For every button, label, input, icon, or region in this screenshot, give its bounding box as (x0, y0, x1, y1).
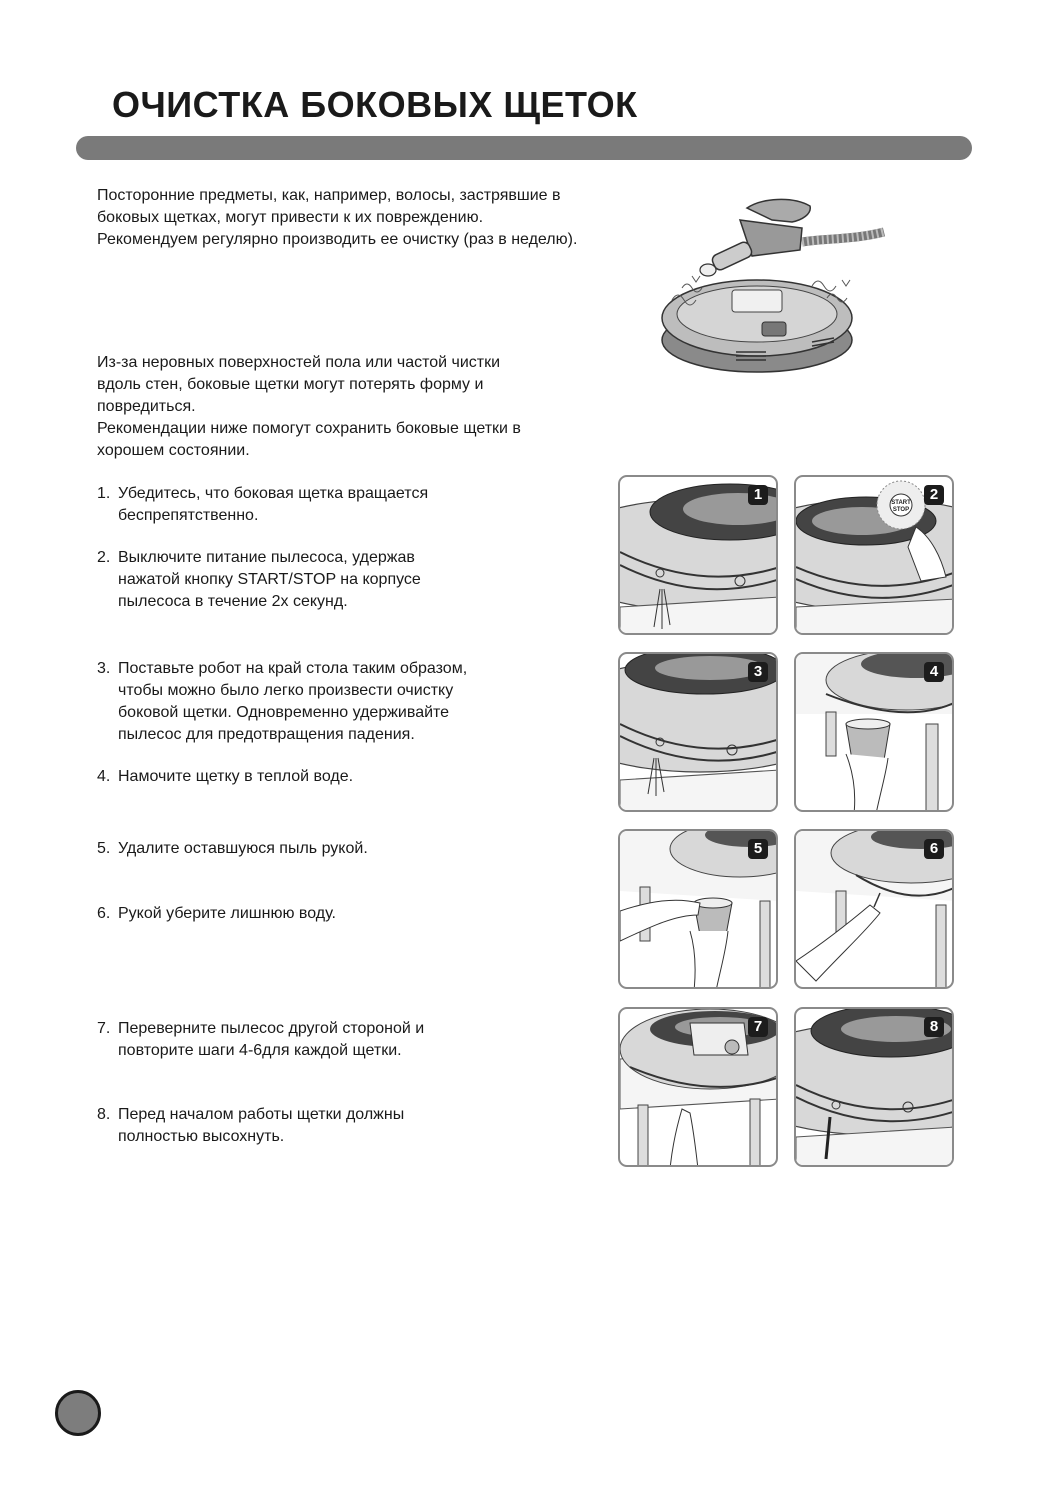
figure-badge: 7 (748, 1017, 768, 1037)
step-text: Рукой уберите лишнюю воду. (118, 905, 336, 922)
step-number: 3. (97, 660, 111, 677)
intro-line: боковых щетках, могут привести к их повреждению. (97, 209, 484, 226)
intro-paragraph (97, 185, 657, 251)
figure-badge: 3 (748, 662, 768, 682)
note-line: вдоль стен, боковые щетки могут потерять форму и (97, 376, 484, 393)
step-text: Намочите щетку в теплой воде. (118, 768, 354, 785)
figure-step-2 (794, 475, 954, 635)
figure-step-1 (618, 475, 778, 635)
page-title: ОЧИСТКА БОКОВЫХ ЩЕТОК (112, 84, 638, 125)
step-4 (97, 766, 597, 788)
step-7 (97, 1018, 597, 1062)
figure-badge: 1 (748, 485, 768, 505)
stop-label: STOP (892, 507, 910, 513)
step-text: пылесоса в течение 2х секунд. (118, 593, 348, 610)
figure-badge: 2 (924, 485, 944, 505)
step-text: Выключите питание пылесоса, удержав (118, 549, 415, 566)
figure-step-6 (794, 829, 954, 989)
figure-badge: 8 (924, 1017, 944, 1037)
note-paragraph (97, 352, 617, 462)
figure-badge: 5 (748, 839, 768, 859)
step-text: Удалите оставшуюся пыль рукой. (118, 840, 368, 857)
step-number: 1. (97, 485, 111, 502)
figure-step-8 (794, 1007, 954, 1167)
figure-step-7 (618, 1007, 778, 1167)
step-8 (97, 1104, 597, 1148)
title-underline-bar (76, 136, 972, 160)
note-line: повредиться. (97, 398, 196, 415)
note-line: Рекомендации ниже помогут сохранить боковые щетки в (97, 420, 521, 437)
step-6 (97, 903, 597, 925)
step-text: пылесос для предотвращения падения. (118, 726, 415, 743)
step-number: 2. (97, 549, 111, 566)
figure-step-3 (618, 652, 778, 812)
step-5 (97, 838, 597, 860)
step-number: 8. (97, 1106, 111, 1123)
step-text: чтобы можно было легко произвести очистку (118, 682, 454, 699)
note-line: хорошем состоянии. (97, 442, 250, 459)
page-number-marker (55, 1390, 101, 1436)
figure-step-5 (618, 829, 778, 989)
step-text: Убедитесь, что боковая щетка вращается (118, 485, 429, 502)
start-label: START (891, 500, 911, 506)
figure-badge: 6 (924, 839, 944, 859)
step-text: беспрепятственно. (118, 507, 259, 524)
step-text: Перед началом работы щетки должны (118, 1106, 405, 1123)
step-number: 5. (97, 840, 111, 857)
figure-step-4 (794, 652, 954, 812)
step-2 (97, 547, 597, 613)
intro-line: Рекомендуем регулярно производить ее очистку (раз в неделю). (97, 231, 578, 248)
step-text: боковой щетки. Одновременно удерживайте (118, 704, 450, 721)
robot-vacuum-cleaning-illustration (652, 190, 888, 386)
step-number: 6. (97, 905, 111, 922)
step-1 (97, 483, 597, 527)
step-number: 4. (97, 768, 111, 785)
intro-line: Посторонние предметы, как, например, волосы, застрявшие в (97, 187, 561, 204)
figure-badge: 4 (924, 662, 944, 682)
step-text: нажатой кнопку START/STOP на корпусе (118, 571, 421, 588)
note-line: Из-за неровных поверхностей пола или частой чистки (97, 354, 501, 371)
step-number: 7. (97, 1020, 111, 1037)
step-text: полностью высохнуть. (118, 1128, 285, 1145)
step-text: Поставьте робот на край стола таким образом, (118, 660, 468, 677)
step-text: Переверните пылесос другой стороной и (118, 1020, 425, 1037)
step-3 (97, 658, 597, 746)
step-text: повторите шаги 4-6для каждой щетки. (118, 1042, 402, 1059)
